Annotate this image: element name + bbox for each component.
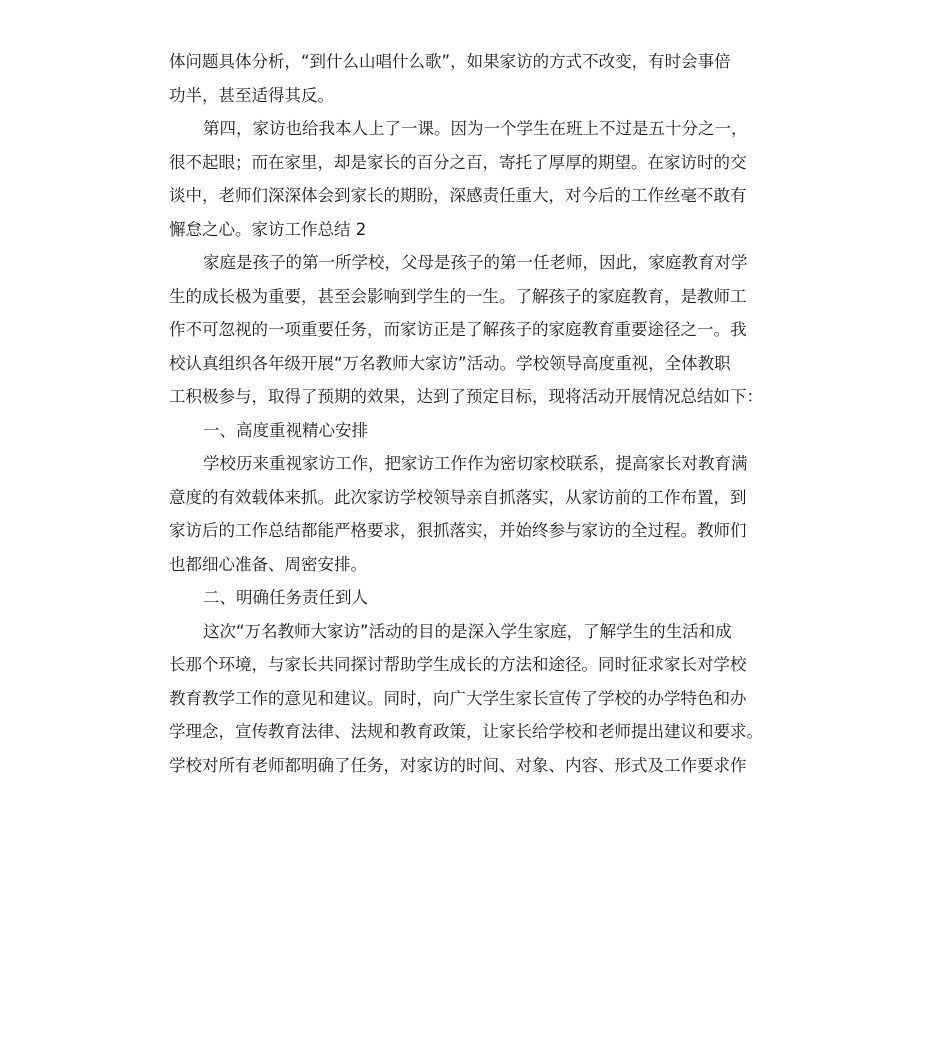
text-line: 懈怠之心。家访工作总结 2 <box>169 219 367 239</box>
text-line: 一、高度重视精心安排 <box>203 420 368 440</box>
text-line: 工积极参与，取得了预期的效果，达到了预定目标，现将活动开展情况总结如下： <box>169 387 763 406</box>
text-line: 生的成长极为重要，甚至会影响到学生的一生。了解孩子的家庭教育，是教师工 <box>169 286 747 306</box>
text-line: 谈中，老师们深深体会到家长的期盼，深感责任重大，对今后的工作丝毫不敢有 <box>169 186 747 205</box>
document-body <box>169 45 809 782</box>
text-line: 也都细心准备、周密安排。 <box>169 554 367 574</box>
text-line: 教育教学工作的意见和建议。同时，向广大学生家长宣传了学校的办学特色和办 <box>169 688 747 708</box>
text-line: 这次“万名教师大家访”活动的目的是深入学生家庭，了解学生的生活和成 <box>203 621 732 641</box>
text-line: 长那个环境，与家长共同探讨帮助学生成长的方法和途径。同时征求家长对学校 <box>169 655 747 674</box>
text-line: 体问题具体分析，“到什么山唱什么歌”，如果家访的方式不改变，有时会事倍 <box>169 52 731 71</box>
text-line: 二、明确任务责任到人 <box>203 588 368 607</box>
text-line: 学校历来重视家访工作，把家访工作作为密切家校联系，提高家长对教育满 <box>203 454 748 473</box>
text-line: 学校对所有老师都明确了任务，对家访的时间、对象、内容、形式及工作要求作 <box>169 755 747 775</box>
text-line: 很不起眼；而在家里，却是家长的百分之百，寄托了厚厚的期望。在家访时的交 <box>169 152 747 172</box>
text-line: 校认真组织各年级开展“万名教师大家访”活动。学校领导高度重视，全体教职 <box>169 353 731 373</box>
text-line: 功半，甚至适得其反。 <box>169 85 334 105</box>
text-line: 第四，家访也给我本人上了一课。因为一个学生在班上不过是五十分之一， <box>203 119 748 138</box>
text-line: 家庭是孩子的第一所学校，父母是孩子的第一任老师，因此，家庭教育对学 <box>203 253 748 272</box>
text-line: 家访后的工作总结都能严格要求，狠抓落实，并始终参与家访的全过程。教师们 <box>169 521 747 540</box>
text-line: 学理念，宣传教育法律、法规和教育政策，让家长给学校和老师提出建议和要求。 <box>169 722 763 741</box>
text-line: 意度的有效载体来抓。此次家访学校领导亲自抓落实，从家访前的工作布置，到 <box>169 487 747 507</box>
text-line: 作不可忽视的一项重要任务，而家访正是了解孩子的家庭教育重要途径之一。我 <box>169 320 747 339</box>
